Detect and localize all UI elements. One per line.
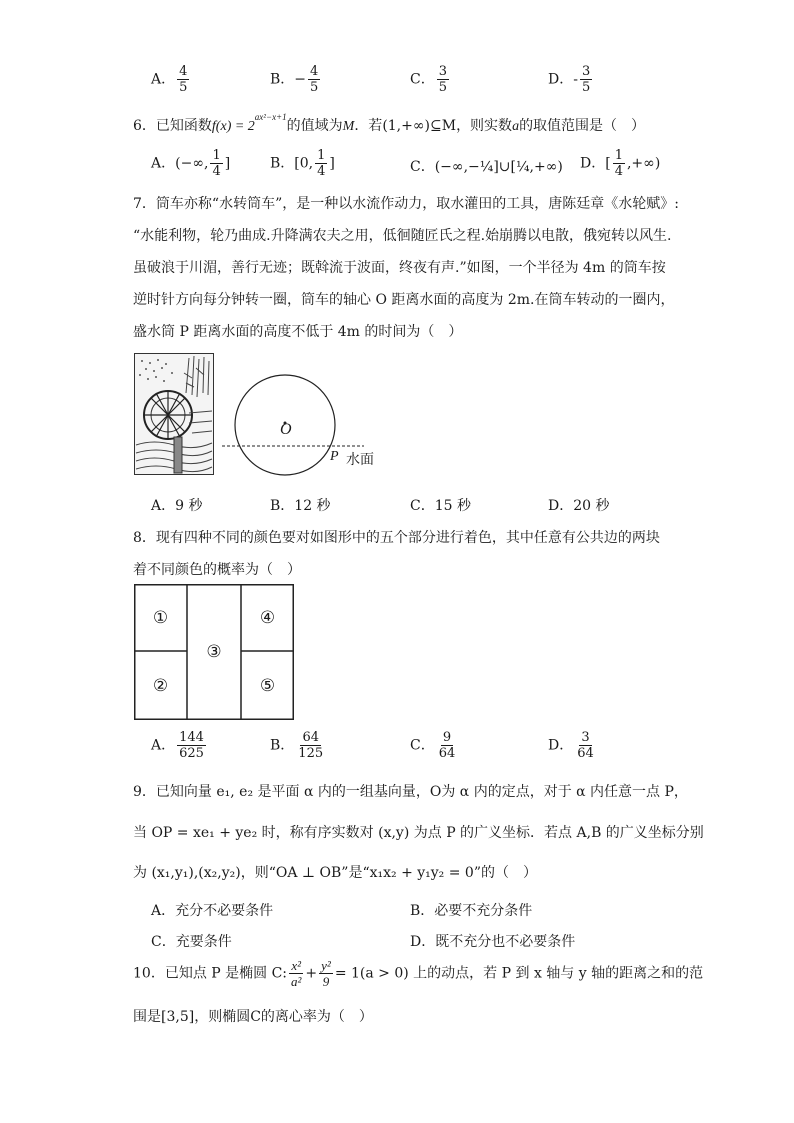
region-2: ② — [152, 675, 169, 696]
q5-option-a[interactable]: A． $\frac{4}{5}$ — [151, 64, 188, 95]
q9-line-3: 为 (x₁,y₁),(x₂,y₂)，则“OA ⊥ OB”是“x₁x₂ + y₁y₂ = 0”的（ ） — [133, 865, 537, 881]
water-label: 水面 — [346, 452, 374, 468]
fraction: $\frac{\text{x²}}{\text{a²}}$ — [291, 958, 302, 989]
fraction: $\frac{9}{64}$ — [438, 730, 456, 761]
q7-option-c[interactable]: C．15 秒 — [410, 498, 471, 514]
q6-option-d[interactable]: D．[ $\frac{1}{4}$ ,+∞) — [580, 148, 661, 179]
q9-option-c[interactable]: C．充要条件 — [151, 934, 232, 950]
q7-option-a[interactable]: A．9 秒 — [151, 498, 203, 514]
region-4: ④ — [259, 607, 276, 628]
q8-line: 8．现有四种不同的颜色要对如图形中的五个部分进行着色，其中任意有公共边的两块 — [133, 530, 660, 546]
q8-option-d[interactable]: D． $\frac{3}{64}$ — [548, 730, 594, 761]
fraction: $\frac{3}{64}$ — [577, 730, 594, 761]
q7-line: 虽破浪于川湄，善行无迹；既斡流于波面，终夜有声.”如图，一个半径为 4m 的筒车按 — [133, 260, 666, 276]
coloring-grid — [134, 584, 294, 720]
q8-option-b[interactable]: B． $\frac{64}{125}$ — [270, 730, 324, 761]
q9-line-1: 9．已知向量 e₁, e₂ 是平面 α 内的一组基向量，O为 α 内的定点，对于 α 内任意一点 P， — [133, 784, 688, 800]
point-label: P — [330, 449, 339, 464]
q7-line: “水能利物，轮乃曲成.升降满农夫之用，低徊随匠氏之程.始崩腾以电散，俄宛转以风生. — [133, 228, 672, 244]
waterwheel-illustration — [134, 353, 214, 475]
q10-line-2: 围是[3,5]，则椭圆C的离心率为（ ） — [133, 1009, 373, 1025]
q7-option-d[interactable]: D．20 秒 — [548, 498, 610, 514]
region-3: ③ — [206, 642, 222, 662]
q8-option-c[interactable]: C． $\frac{9}{64}$ — [410, 730, 456, 761]
q10-line-1: 10．已知点 P 是椭圆 C: $\frac{\text{x²}}{\text{a²}}$ + $\frac{\text{y²}}{9}$ = 1(a > 0) 上的动点，若 P 到 x 轴与 y 轴的距离之和的范 — [133, 958, 704, 989]
q6-option-c[interactable]: C．(−∞,−¼]∪[¼,+∞) — [410, 159, 563, 175]
q5-option-c[interactable]: C． $\frac{3}{5}$ — [410, 64, 447, 95]
q7-option-b[interactable]: B．12 秒 — [270, 498, 331, 514]
q9-line-2: 当 OP = xe₁ + ye₂ 时，称有序实数对 (x,y) 为点 P 的广义坐标．若点 A,B 的广义坐标分别 — [133, 825, 704, 841]
q7-line: 7．筒车亦称“水转筒车”，是一种以水流作动力，取水灌田的工具，唐陈廷章《水轮赋》: — [133, 196, 679, 212]
fraction: $\frac{1}{4}$ — [317, 148, 326, 179]
q8-option-a[interactable]: A． $\frac{144}{625}$ — [151, 730, 204, 761]
fraction: $\frac{\text{y²}}{9}$ — [321, 958, 331, 989]
q6-stem: 6．已知函数$f(x) = 2^{ax^2-x+1}$的值域为M．若(1,+∞)⊆M，则实数a的取值范围是（ ） — [133, 112, 646, 134]
center-label: O — [280, 421, 292, 438]
q7-line: 盛水筒 P 距离水面的高度不低于 4m 的时间为（ ） — [133, 324, 463, 340]
q5-option-d[interactable]: D．- $\frac{3}{5}$ — [548, 64, 591, 95]
q9-option-a[interactable]: A．充分不必要条件 — [151, 903, 274, 919]
region-1: ① — [152, 607, 169, 628]
region-5: ⑤ — [259, 675, 276, 696]
fraction: $\frac{64}{125}$ — [298, 730, 324, 761]
fraction: $\frac{4}{5}$ — [310, 64, 319, 95]
q6-option-b[interactable]: B．[0, $\frac{1}{4}$ ] — [270, 148, 335, 179]
q8-line: 着不同颜色的概率为（ ） — [133, 562, 301, 578]
fraction: $\frac{1}{4}$ — [614, 148, 623, 179]
fraction: $\frac{1}{4}$ — [212, 148, 221, 179]
q7-line: 逆时针方向每分钟转一圈，筒车的轴心 O 距离水面的高度为 2m.在筒车转动的一圈内， — [133, 292, 675, 308]
q6-option-a[interactable]: A．(−∞, $\frac{1}{4}$ ] — [151, 148, 231, 179]
fraction: $\frac{4}{5}$ — [179, 64, 188, 95]
fraction: $\frac{144}{625}$ — [179, 730, 204, 761]
q9-option-d[interactable]: D．既不充分也不必要条件 — [410, 934, 576, 950]
fraction: $\frac{3}{5}$ — [581, 64, 591, 95]
fraction: $\frac{3}{5}$ — [438, 64, 447, 95]
q5-option-b[interactable]: B．− $\frac{4}{5}$ — [270, 64, 319, 95]
q9-option-b[interactable]: B．必要不充分条件 — [410, 903, 533, 919]
